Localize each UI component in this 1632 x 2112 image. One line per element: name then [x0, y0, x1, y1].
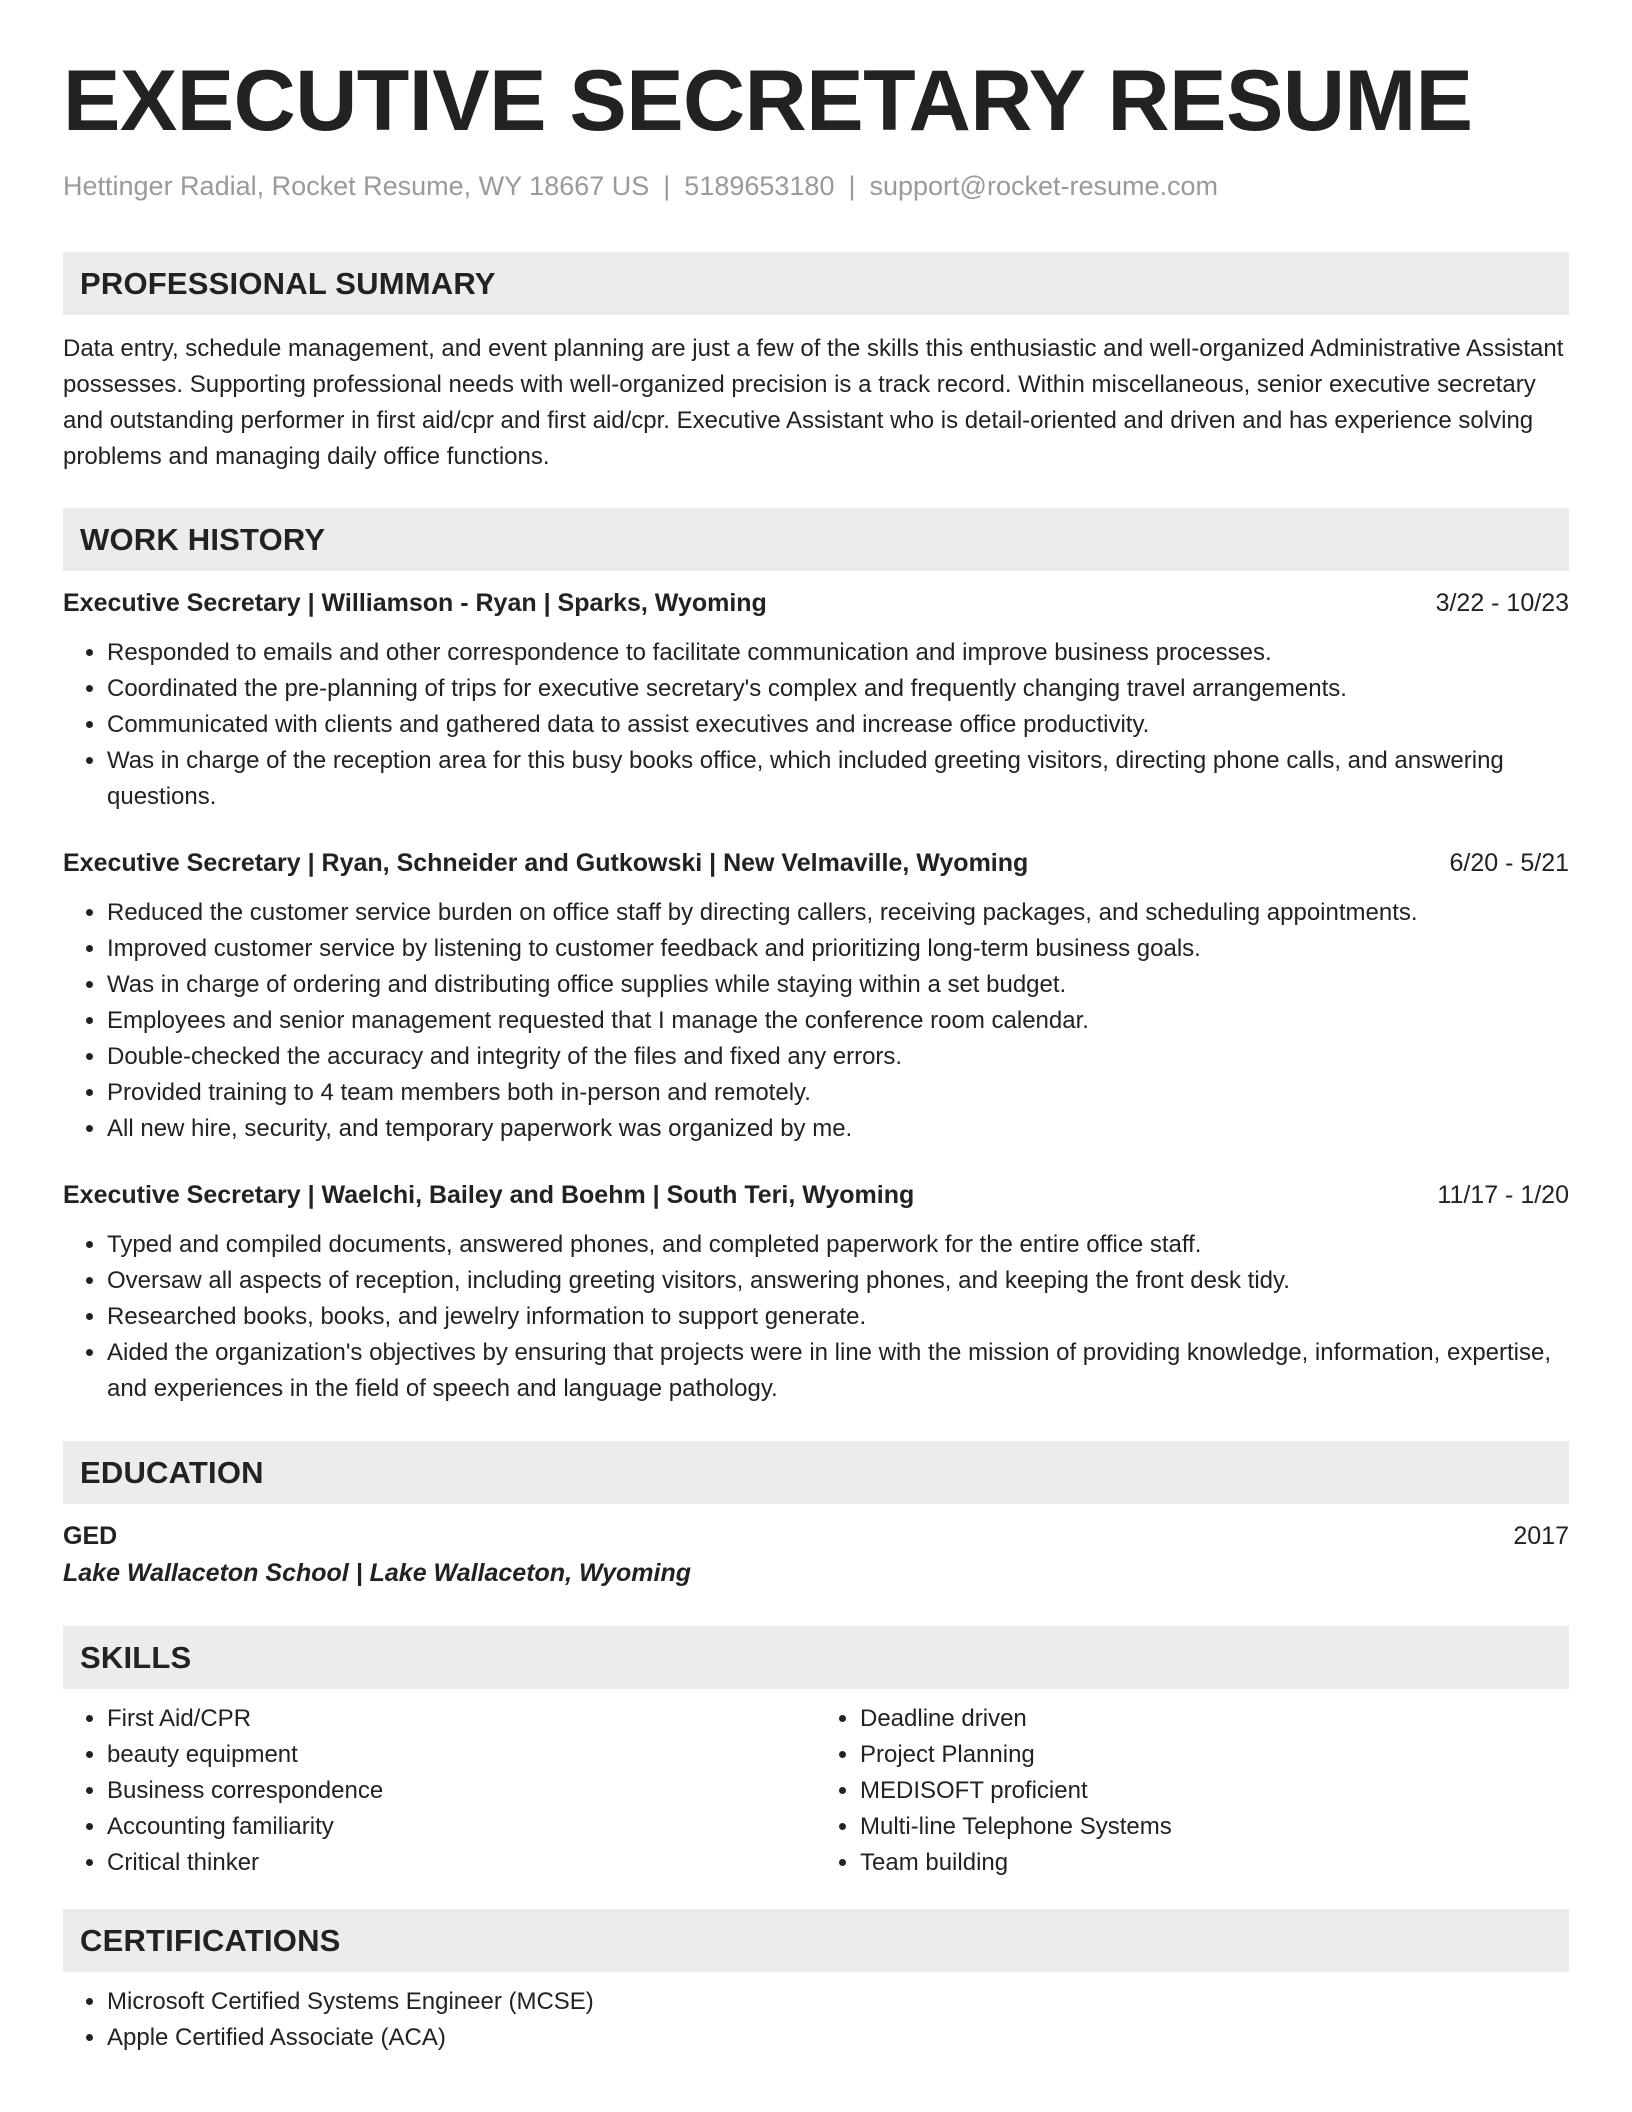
contact-line — [63, 170, 1569, 202]
list-item: • Microsoft Certified Systems Engineer (MCSE) — [107, 1984, 1569, 2020]
section-heading-summary: PROFESSIONAL SUMMARY — [63, 252, 1569, 315]
job-bullets — [63, 1227, 1569, 1407]
job-title: Executive Secretary | Ryan, Schneider and Gutkowski | New Velmaville, Wyoming — [63, 849, 1029, 878]
list-item: • Employees and senior management requested that I manage the conference room calendar. — [107, 1003, 1569, 1039]
section-heading-certifications: CERTIFICATIONS — [63, 1909, 1569, 1972]
list-item: • Double-checked the accuracy and integrity of the files and fixed any errors. — [107, 1039, 1569, 1075]
certifications-list — [63, 1984, 1569, 2056]
list-item: • Improved customer service by listening to customer feedback and prioritizing long-term business goals. — [107, 931, 1569, 967]
job-bullets — [63, 635, 1569, 815]
list-item: • Responded to emails and other correspondence to facilitate communication and improve business processes. — [107, 635, 1569, 671]
section-heading-education: EDUCATION — [63, 1441, 1569, 1504]
section-heading-work-history: WORK HISTORY — [63, 508, 1569, 571]
contact-phone: 5189653180 — [684, 171, 835, 201]
list-item: • Deadline driven — [860, 1701, 1569, 1737]
education-school: Lake Wallaceton School | Lake Wallaceton, Wyoming — [63, 1559, 691, 1588]
education-year: 2017 — [1513, 1522, 1569, 1551]
contact-address: Hettinger Radial, Rocket Resume, WY 18667 US — [63, 171, 650, 201]
skills-grid — [63, 1689, 1569, 1881]
job-header — [63, 1177, 1569, 1213]
job-header — [63, 845, 1569, 881]
list-item: • Provided training to 4 team members both in-person and remotely. — [107, 1075, 1569, 1111]
list-item: • Aided the organization's objectives by ensuring that projects were in line with the mission of providing knowledge, information, expertise, and experiences in the field of speech and language pathology. — [107, 1335, 1569, 1407]
job-dates: 11/17 - 1/20 — [1437, 1181, 1569, 1210]
summary-text: Data entry, schedule management, and event planning are just a few of the skills this enthusiastic and well-organized Administrative Assistant possesses. Supporting professional needs with well-organized precision is a track record. Within miscellaneous, senior executive secretary and outstanding performer in first aid/cpr and first aid/cpr. Executive Assistant who is detail-oriented and driven and has experience solving problems and managing daily office functions. — [63, 335, 1564, 471]
job-header — [63, 585, 1569, 621]
job-title: Executive Secretary | Waelchi, Bailey and Boehm | South Teri, Wyoming — [63, 1181, 915, 1210]
list-item: • Team building — [860, 1845, 1569, 1881]
list-item: • Critical thinker — [107, 1845, 816, 1881]
list-item: • Coordinated the pre-planning of trips for executive secretary's complex and frequently changing travel arrangements. — [107, 671, 1569, 707]
education-entry — [63, 1518, 1569, 1592]
list-item: • Was in charge of the reception area for this busy books office, which included greeting visitors, directing phone calls, and answering questions. — [107, 743, 1569, 815]
job-bullets — [63, 895, 1569, 1147]
list-item: • Multi-line Telephone Systems — [860, 1809, 1569, 1845]
list-item: • Was in charge of ordering and distributing office supplies while staying within a set budget. — [107, 967, 1569, 1003]
list-item: • Researched books, books, and jewelry information to support generate. — [107, 1299, 1569, 1335]
education-degree: GED — [63, 1522, 118, 1551]
list-item: • Reduced the customer service burden on office staff by directing callers, receiving packages, and scheduling appointments. — [107, 895, 1569, 931]
job-entry — [63, 585, 1569, 815]
job-entry — [63, 1177, 1569, 1407]
education-header — [63, 1518, 1569, 1554]
list-item: • MEDISOFT proficient — [860, 1773, 1569, 1809]
contact-separator: | — [663, 171, 671, 201]
resume-title: EXECUTIVE SECRETARY RESUME — [63, 53, 1473, 149]
section-heading-skills: SKILLS — [63, 1626, 1569, 1689]
list-item: • Business correspondence — [107, 1773, 816, 1809]
list-item: • Communicated with clients and gathered data to assist executives and increase office productivity. — [107, 707, 1569, 743]
list-item: • All new hire, security, and temporary paperwork was organized by me. — [107, 1111, 1569, 1147]
job-dates: 6/20 - 5/21 — [1449, 849, 1569, 878]
list-item: • Oversaw all aspects of reception, including greeting visitors, answering phones, and keeping the front desk tidy. — [107, 1263, 1569, 1299]
contact-email: support@rocket-resume.com — [869, 171, 1219, 201]
list-item: • Accounting familiarity — [107, 1809, 816, 1845]
job-entry — [63, 845, 1569, 1147]
list-item: • Apple Certified Associate (ACA) — [107, 2020, 1569, 2056]
job-dates: 3/22 - 10/23 — [1435, 589, 1569, 618]
list-item: • Project Planning — [860, 1737, 1569, 1773]
skills-list-left — [63, 1701, 816, 1881]
job-title: Executive Secretary | Williamson - Ryan | Sparks, Wyoming — [63, 589, 767, 618]
list-item: • Typed and compiled documents, answered phones, and completed paperwork for the entire office staff. — [107, 1227, 1569, 1263]
list-item: • First Aid/CPR — [107, 1701, 816, 1737]
contact-separator: | — [848, 171, 856, 201]
skills-list-right — [816, 1701, 1569, 1881]
list-item: • beauty equipment — [107, 1737, 816, 1773]
